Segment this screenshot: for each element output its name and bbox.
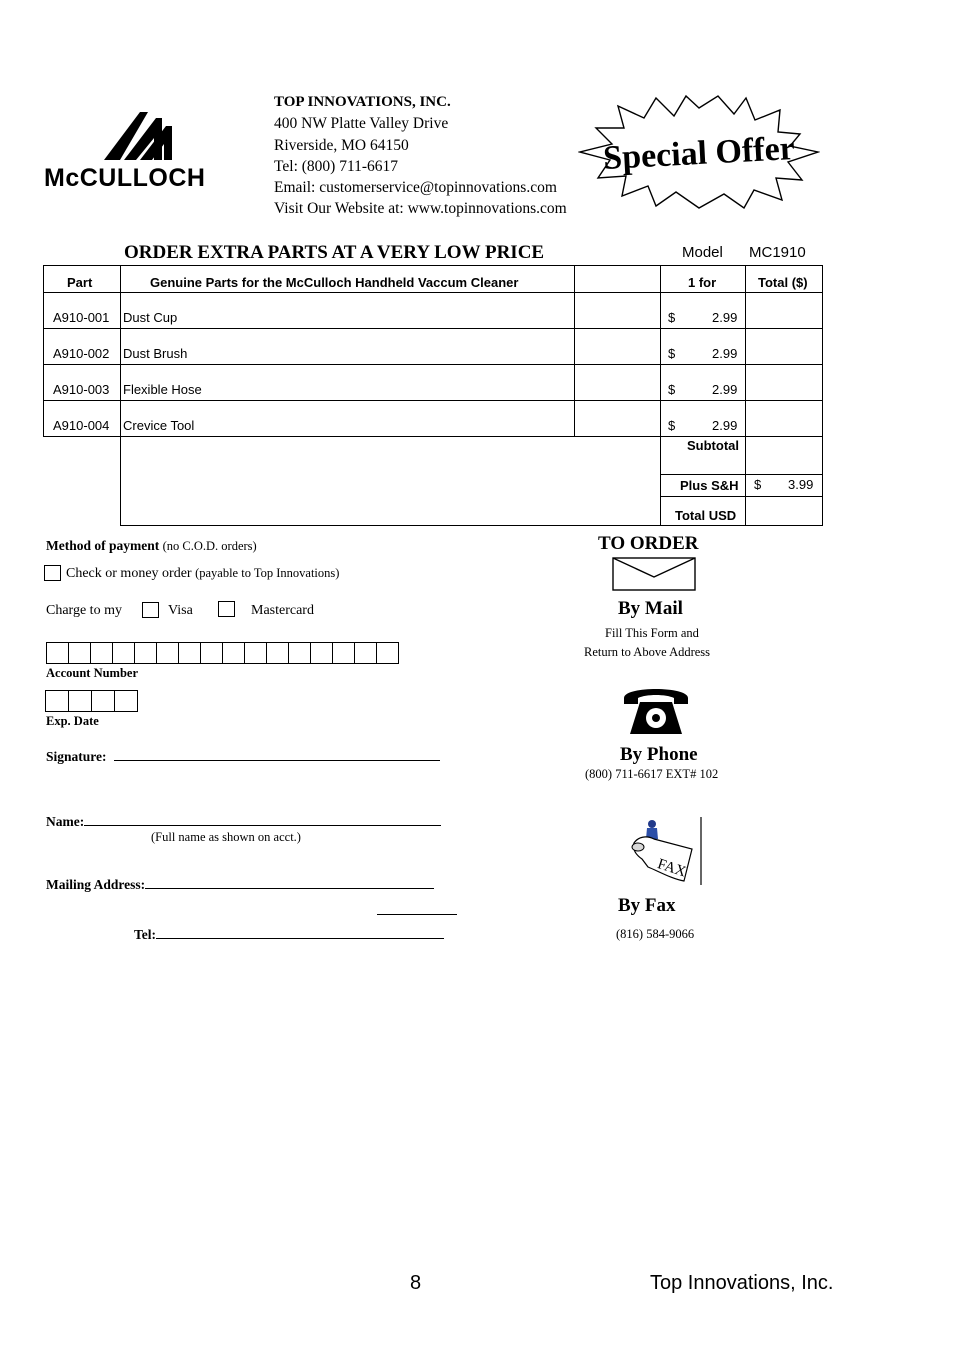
- shipping-value: 3.99: [788, 477, 814, 492]
- exp-digit-box[interactable]: [68, 690, 92, 712]
- unit-price: 2.99: [712, 310, 738, 325]
- check-money-order-checkbox[interactable]: [44, 565, 61, 581]
- part-number: A910-004: [53, 418, 110, 433]
- part-description: Dust Brush: [123, 346, 188, 361]
- part-description: Flexible Hose: [123, 382, 202, 397]
- company-address-line1: 400 NW Platte Valley Drive: [274, 115, 449, 133]
- check-money-order-label: [66, 566, 339, 582]
- subtotal-label: Subtotal: [687, 438, 739, 453]
- exp-digit-box[interactable]: [114, 690, 138, 712]
- check-label-text: Check or money order: [66, 566, 192, 581]
- signature-line[interactable]: [114, 748, 440, 761]
- account-number-field[interactable]: [46, 642, 421, 664]
- envelope-icon: [612, 557, 696, 591]
- company-name: TOP INNOVATIONS, INC.: [274, 94, 451, 110]
- special-offer-text: Special Offer: [602, 130, 796, 177]
- account-digit-box[interactable]: [244, 642, 267, 664]
- order-table: [43, 265, 823, 527]
- shipping-currency: $: [754, 477, 762, 492]
- exp-digit-box[interactable]: [91, 690, 115, 712]
- tel-row: [134, 926, 444, 943]
- col-header-description: Genuine Parts for the McCulloch Handheld Vaccum Cleaner: [150, 275, 519, 290]
- by-mail-heading: By Mail: [618, 598, 683, 619]
- account-number-label: Account Number: [46, 666, 139, 680]
- account-digit-box[interactable]: [266, 642, 289, 664]
- mcculloch-logo: [44, 112, 240, 190]
- fax-icon-text: FAX: [655, 856, 688, 881]
- unit-price: 2.99: [712, 382, 738, 397]
- currency-symbol: $: [668, 382, 676, 397]
- unit-price: 2.99: [712, 346, 738, 361]
- model-value: MC1910: [749, 244, 806, 261]
- tel-label: Tel:: [134, 927, 157, 942]
- phone-number: (800) 711-6617 EXT# 102: [585, 767, 719, 781]
- account-digit-box[interactable]: [46, 642, 69, 664]
- model-label: Model: [682, 244, 723, 261]
- check-label-note: (payable to Top Innovations): [195, 566, 340, 580]
- part-number: A910-003: [53, 382, 110, 397]
- signature-row: [46, 748, 440, 765]
- mailing-address-label: Mailing Address:: [46, 877, 146, 892]
- visa-label: Visa: [168, 603, 193, 618]
- payment-heading-note: (no C.O.D. orders): [162, 539, 257, 553]
- company-email: Email: customerservice@topinnovations.com: [274, 179, 557, 197]
- logo-text: McCULLOCH: [44, 164, 206, 190]
- exp-digit-box[interactable]: [45, 690, 69, 712]
- mastercard-checkbox[interactable]: [218, 601, 235, 617]
- account-digit-box[interactable]: [178, 642, 201, 664]
- shipping-label: Plus S&H: [680, 478, 739, 493]
- payment-heading-label: Method of payment: [46, 538, 160, 553]
- account-digit-box[interactable]: [332, 642, 355, 664]
- account-digit-box[interactable]: [200, 642, 223, 664]
- by-phone-heading: By Phone: [620, 744, 698, 765]
- visa-checkbox[interactable]: [142, 602, 159, 618]
- col-header-part: Part: [67, 275, 93, 290]
- part-number: A910-002: [53, 346, 110, 361]
- signature-label: Signature:: [46, 749, 107, 764]
- mailing-address-row: [46, 876, 434, 893]
- total-usd-label: Total USD: [675, 508, 737, 523]
- account-digit-box[interactable]: [156, 642, 179, 664]
- name-line[interactable]: [84, 813, 441, 826]
- account-digit-box[interactable]: [288, 642, 311, 664]
- mail-instructions-line1: Fill This Form and: [605, 626, 699, 640]
- account-digit-box[interactable]: [354, 642, 377, 664]
- part-description: Dust Cup: [123, 310, 178, 325]
- account-digit-box[interactable]: [68, 642, 91, 664]
- tel-line[interactable]: [156, 926, 444, 939]
- exp-date-field[interactable]: [45, 690, 140, 712]
- account-digit-box[interactable]: [376, 642, 399, 664]
- name-row: [46, 813, 441, 830]
- payment-heading: [46, 538, 257, 554]
- company-tel: Tel: (800) 711-6617: [274, 157, 399, 175]
- col-header-total: Total ($): [758, 275, 808, 290]
- account-digit-box[interactable]: [134, 642, 157, 664]
- account-digit-box[interactable]: [90, 642, 113, 664]
- company-website: Visit Our Website at: www.topinnovations.com: [274, 200, 567, 218]
- currency-symbol: $: [668, 346, 676, 361]
- by-fax-heading: By Fax: [618, 895, 676, 916]
- col-header-price: 1 for: [688, 275, 717, 290]
- mailing-address-line[interactable]: [145, 876, 434, 889]
- part-number: A910-001: [53, 310, 110, 325]
- company-address-block: [274, 92, 567, 220]
- name-label: Name:: [46, 814, 85, 829]
- telephone-icon: [620, 680, 692, 738]
- page-number: 8: [410, 1272, 422, 1294]
- charge-to-label: Charge to my: [46, 603, 122, 618]
- to-order-heading: TO ORDER: [598, 533, 699, 554]
- currency-symbol: $: [668, 310, 676, 325]
- special-offer-burst: [578, 94, 820, 210]
- mastercard-label: Mastercard: [251, 603, 314, 618]
- fax-icon: [628, 815, 704, 887]
- fax-number: (816) 584-9066: [616, 927, 695, 941]
- unit-price: 2.99: [712, 418, 738, 433]
- mail-instructions-line2: Return to Above Address: [584, 645, 711, 659]
- company-address-line2: Riverside, MO 64150: [274, 136, 409, 154]
- footer-company-name: Top Innovations, Inc.: [650, 1272, 834, 1294]
- exp-date-label: Exp. Date: [46, 714, 99, 728]
- account-digit-box[interactable]: [222, 642, 245, 664]
- mailing-address-line-2[interactable]: [377, 914, 457, 915]
- order-title: ORDER EXTRA PARTS AT A VERY LOW PRICE: [124, 242, 545, 263]
- name-note: (Full name as shown on acct.): [151, 830, 301, 844]
- account-digit-box[interactable]: [112, 642, 135, 664]
- account-digit-box[interactable]: [310, 642, 333, 664]
- part-description: Crevice Tool: [123, 418, 195, 433]
- currency-symbol: $: [668, 418, 676, 433]
